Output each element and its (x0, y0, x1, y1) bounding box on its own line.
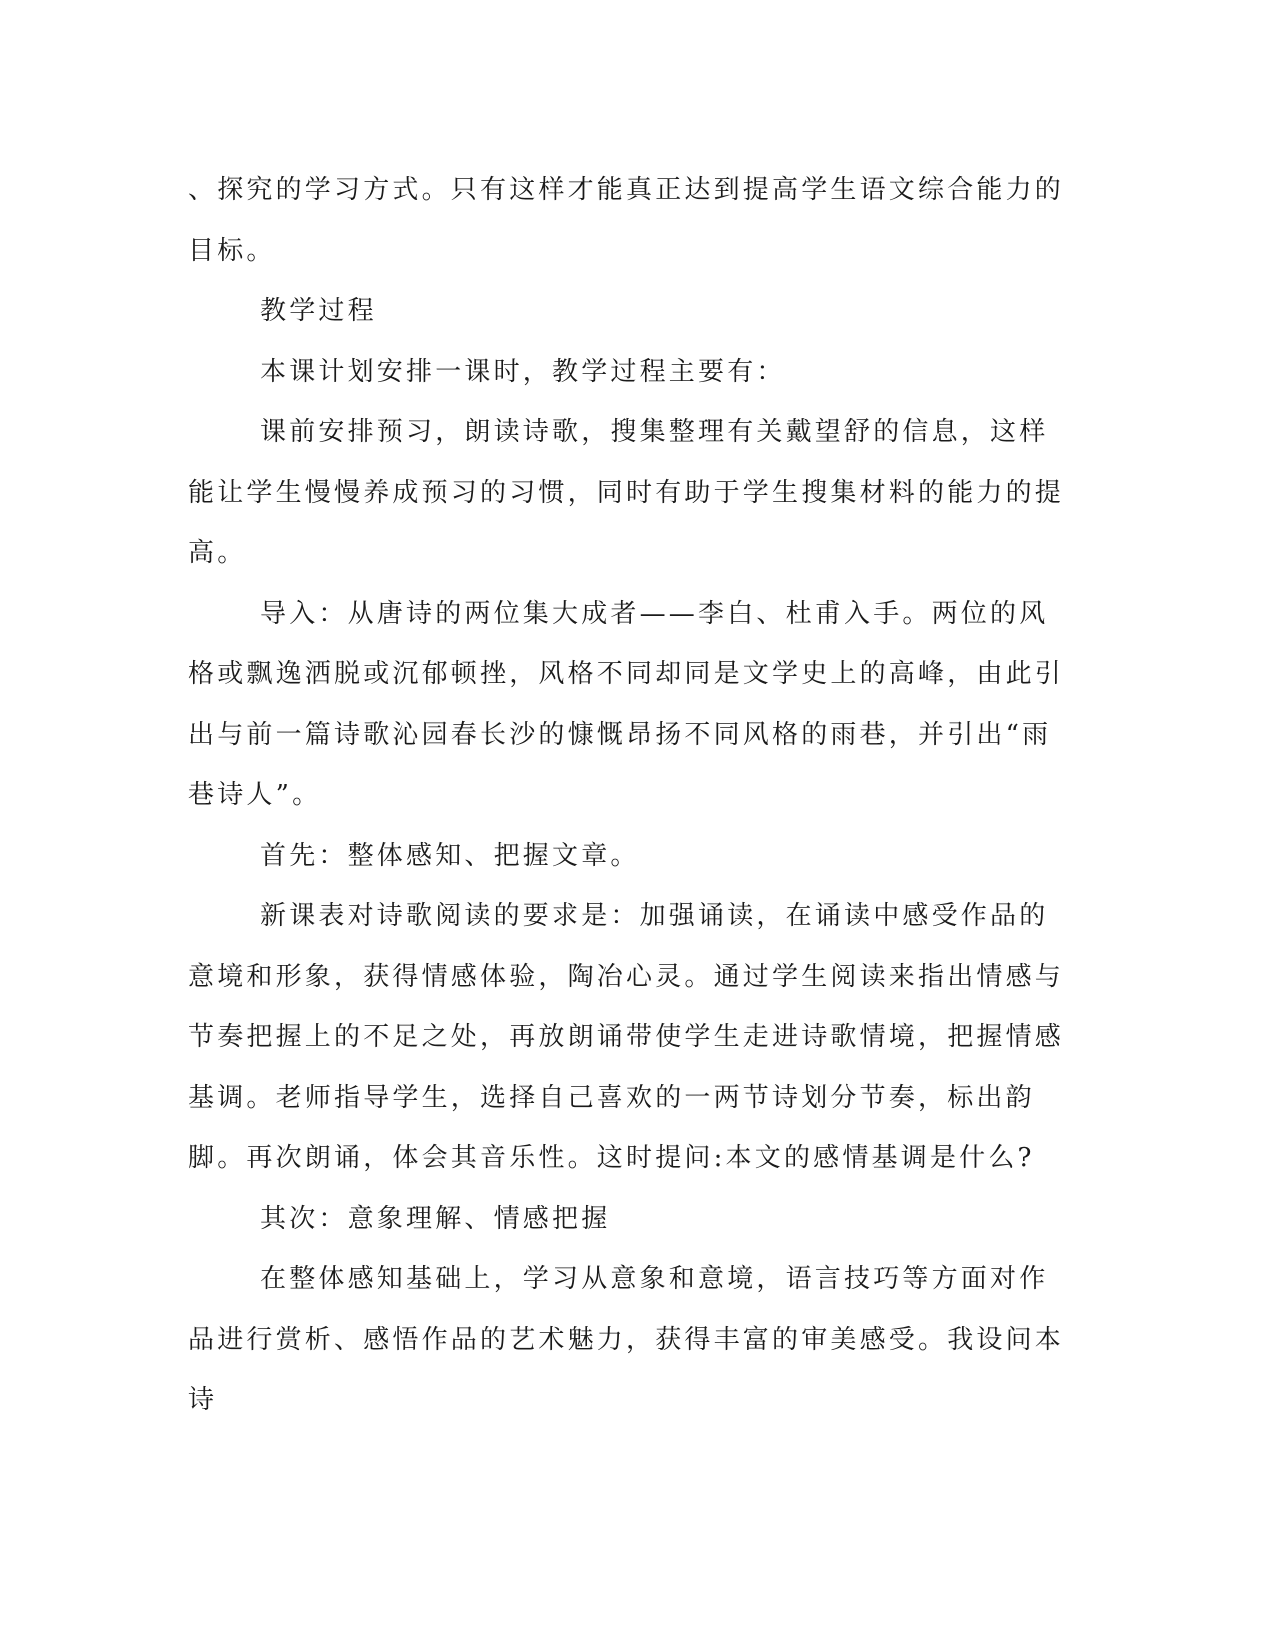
paragraph-reading-requirements: 新课表对诗歌阅读的要求是：加强诵读，在诵读中感受作品的意境和形象，获得情感体验，陶冶心灵。通过学生阅读来指出情感与节奏把握上的不足之处，再放朗诵带使学生走进诗歌情境，把握情感基调。老师指导学生，选择自己喜欢的一两节诗划分节奏，标出韵脚。再次朗诵，体会其音乐性。这时提问:本文的感情基调是什么? (188, 901, 1065, 1173)
document-body (188, 160, 1068, 1431)
paragraph-continuation: 、探究的学习方式。只有这样才能真正达到提高学生语文综合能力的目标。 (188, 175, 1065, 266)
heading-teaching-process: 教学过程 (260, 296, 377, 326)
paragraph-lesson-plan: 本课计划安排一课时，教学过程主要有： (260, 356, 786, 387)
paragraph-introduction: 导入：从唐诗的两位集大成者——李白、杜甫入手。两位的风格或飘逸洒脱或沉郁顿挫，风格不同却同是文学史上的高峰，由此引出与前一篇诗歌沁园春长沙的慷慨昂扬不同风格的雨巷，并引出“雨巷诗人”。 (188, 598, 1065, 810)
paragraph-preview: 课前安排预习，朗读诗歌，搜集整理有关戴望舒的信息，这样能让学生慢慢养成预习的习惯，同时有助于学生搜集材料的能力的提高。 (188, 417, 1065, 568)
paragraph-first-step: 首先：整体感知、把握文章。 (260, 840, 640, 871)
paragraph-appreciation: 在整体感知基础上，学习从意象和意境，语言技巧等方面对作品进行赏析、感悟作品的艺术魅力，获得丰富的审美感受。我设问本诗 (188, 1264, 1065, 1415)
paragraph-second-step: 其次：意象理解、情感把握 (260, 1203, 611, 1234)
